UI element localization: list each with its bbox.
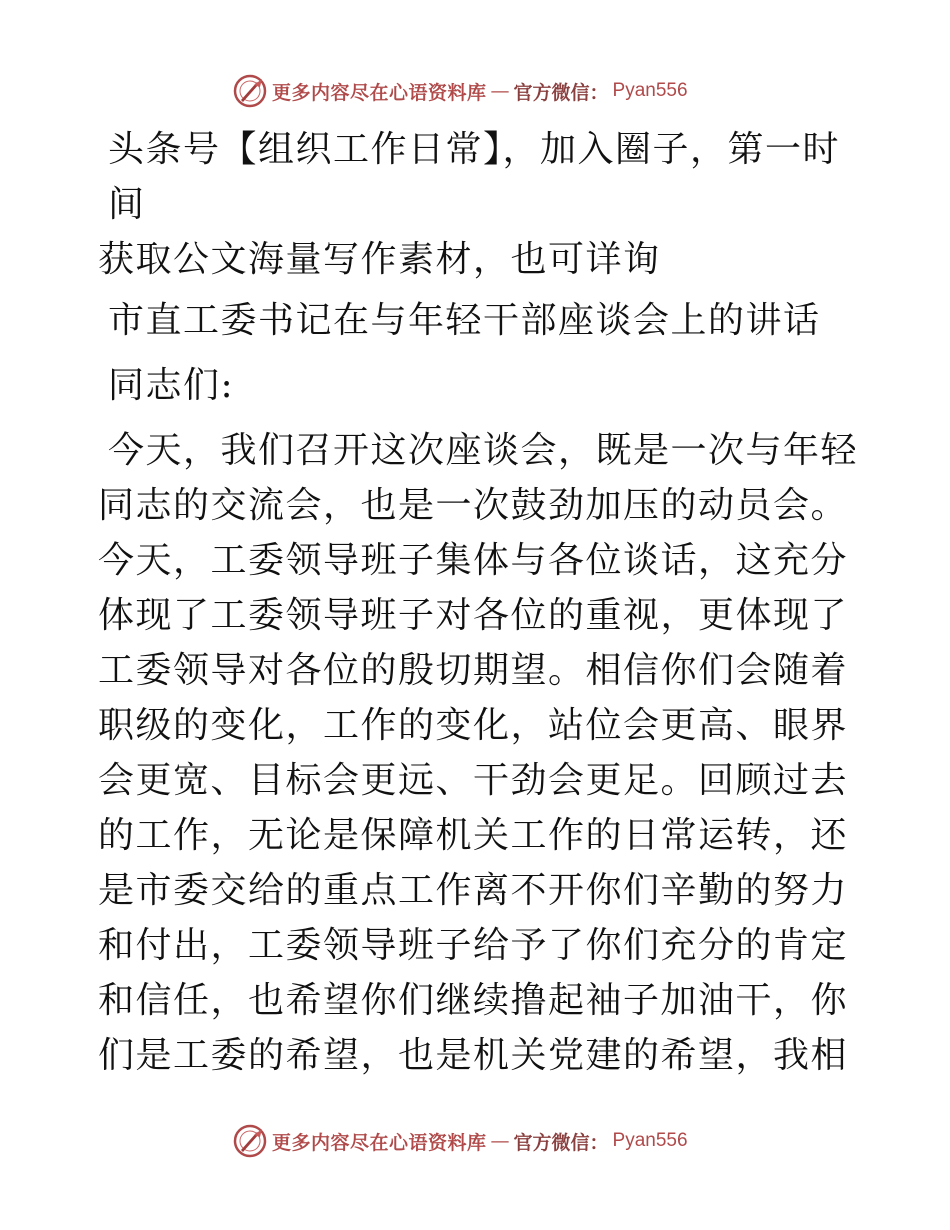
watermark-brand: 更多内容尽在心语资料库	[272, 1131, 487, 1154]
greeting: 同志们:	[108, 365, 235, 406]
intro-line-2: 获取公文海量写作素材，也可详询	[98, 239, 661, 280]
quill-logo-icon	[232, 73, 268, 109]
speech-paragraph: 今天，我们召开这次座谈会，既是一次与年轻同志的交流会，也是一次鼓劲加压的动员会。今天，工委领导班子集体与各位谈话，这充分体现了工委领导班子对各位的重视，更体现了工委领导对各位的殷切期望。相信你们会随着职级的变化，工作的变化，站位会更高、眼界会更宽、目标会更远、干劲会更足。回顾过去的工作，无论是保障机关工作的日常运转，还是市委交给的重点工作离不开你们辛勤的努力和付出，工委领导班子给予了你们充分的肯定和信任，也希望你们继续撸起袖子加油干，你们是工委的希望，也是机关党建的希望，我相	[98, 430, 859, 1076]
intro-notice	[98, 122, 858, 287]
watermark-dash: —	[490, 1130, 510, 1152]
watermark-dash: —	[490, 80, 510, 102]
speech-title: 市直工委书记在与年轻干部座谈会上的讲话	[108, 300, 821, 341]
document-body	[98, 122, 858, 1083]
watermark-brand: 更多内容尽在心语资料库	[272, 81, 487, 104]
watermark-wechat-label: 官方微信：	[513, 1131, 609, 1154]
watermark-header	[232, 71, 688, 111]
watermark-footer	[232, 1121, 688, 1161]
watermark-account: Pyan556	[612, 80, 688, 101]
quill-logo-icon	[232, 1123, 268, 1159]
watermark-wechat-label: 官方微信：	[513, 81, 609, 104]
intro-line-1: 头条号【组织工作日常】，加入圈子，第一时间	[108, 129, 841, 225]
watermark-account: Pyan556	[612, 1130, 688, 1151]
